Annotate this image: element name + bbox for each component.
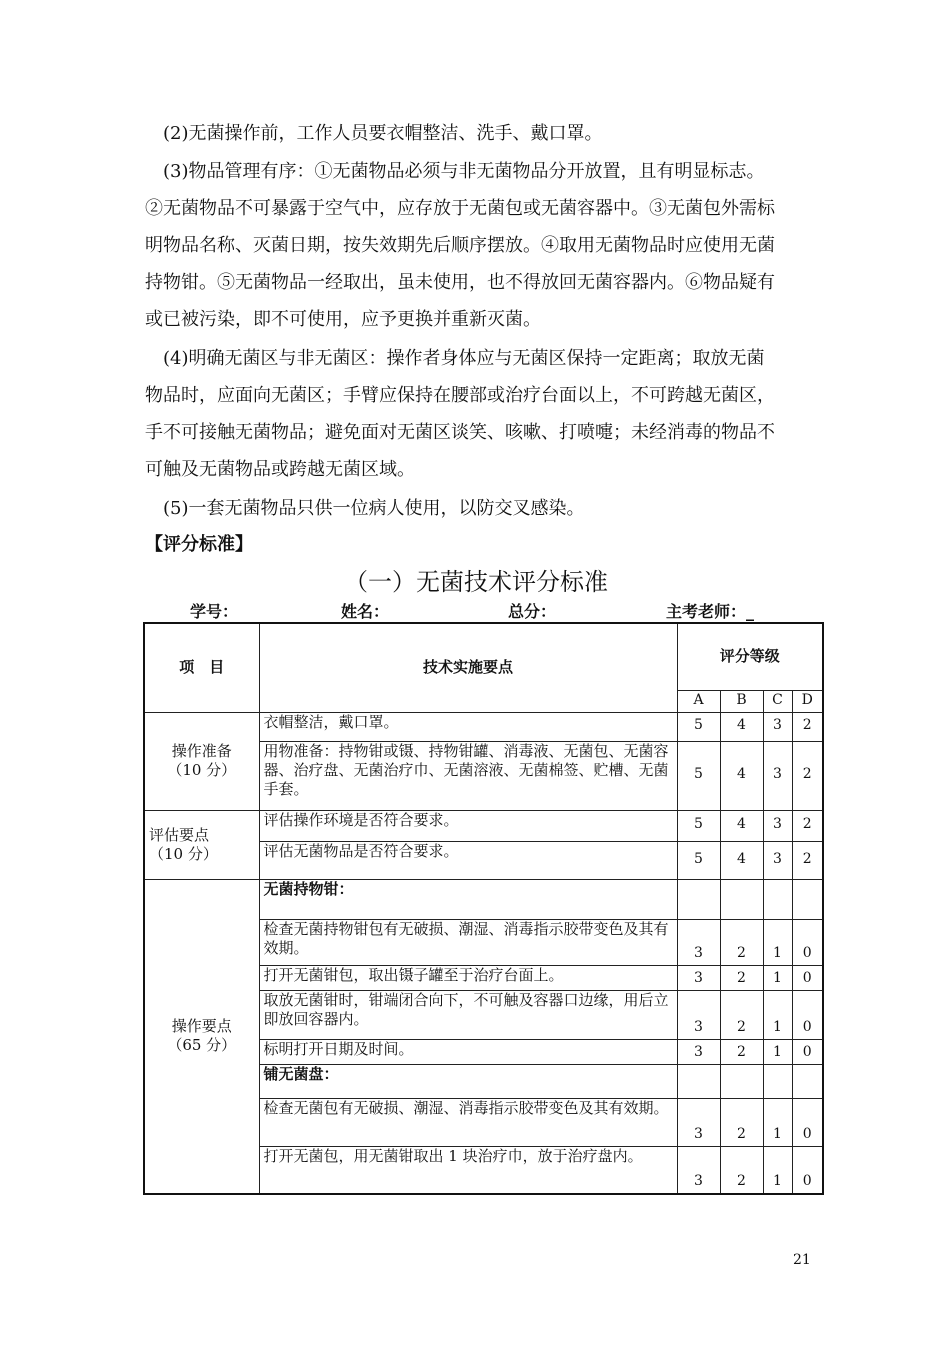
point-text: 打开无菌包，用无菌钳取出 1 块治疗巾，放于治疗盘内。 bbox=[259, 1146, 677, 1194]
point-text: 评估无菌物品是否符合要求。 bbox=[259, 841, 677, 879]
grade-d: D bbox=[792, 690, 823, 712]
score-a: 5 bbox=[677, 810, 720, 841]
score-b bbox=[720, 1064, 763, 1098]
score-b: 4 bbox=[720, 712, 763, 741]
score-a: 3 bbox=[677, 1098, 720, 1146]
info-row bbox=[0, 599, 952, 623]
score-b: 2 bbox=[720, 1039, 763, 1064]
point-text: 检查无菌包有无破损、潮湿、消毒指示胶带变色及其有效期。 bbox=[259, 1098, 677, 1146]
score-b: 4 bbox=[720, 741, 763, 810]
table-header-row bbox=[144, 623, 823, 690]
table-row bbox=[144, 810, 823, 841]
score-c: 3 bbox=[763, 712, 792, 741]
score-a: 3 bbox=[677, 919, 720, 965]
score-c: 1 bbox=[763, 1098, 792, 1146]
page-number: 21 bbox=[793, 1252, 811, 1268]
text-line: 手不可接触无菌物品；避免面对无菌区谈笑、咳嗽、打喷嚏；未经消毒的物品不 bbox=[145, 422, 775, 443]
text-line: (2)无菌操作前，工作人员要衣帽整洁、洗手、戴口罩。 bbox=[163, 123, 603, 144]
score-d: 2 bbox=[792, 810, 823, 841]
category-cell: 操作要点 （65 分） bbox=[144, 879, 259, 1194]
category-cell: 评估要点 （10 分） bbox=[144, 810, 259, 879]
grade-b: B bbox=[720, 690, 763, 712]
score-a: 3 bbox=[677, 1146, 720, 1194]
point-text: 衣帽整洁，戴口罩。 bbox=[259, 712, 677, 741]
category-cell: 操作准备 （10 分） bbox=[144, 712, 259, 810]
student-no-label: 学号： bbox=[190, 602, 239, 621]
score-c: 1 bbox=[763, 1039, 792, 1064]
score-b: 2 bbox=[720, 990, 763, 1039]
score-c: 1 bbox=[763, 965, 792, 990]
section-heading: 【评分标准】 bbox=[145, 534, 253, 555]
point-text: 标明打开日期及时间。 bbox=[259, 1039, 677, 1064]
score-b: 2 bbox=[720, 1146, 763, 1194]
text-line: 持物钳。⑤无菌物品一经取出，虽未使用，也不得放回无菌容器内。⑥物品疑有 bbox=[145, 272, 775, 293]
score-a: 5 bbox=[677, 741, 720, 810]
table-row bbox=[144, 712, 823, 741]
grade-c: C bbox=[763, 690, 792, 712]
score-d: 2 bbox=[792, 841, 823, 879]
score-d bbox=[792, 879, 823, 919]
score-a: 3 bbox=[677, 990, 720, 1039]
text-line: 或已被污染，即不可使用，应予更换并重新灭菌。 bbox=[145, 309, 541, 330]
score-d: 0 bbox=[792, 1098, 823, 1146]
examiner-label: 主考老师：_ bbox=[666, 602, 755, 621]
score-a: 3 bbox=[677, 965, 720, 990]
score-b bbox=[720, 879, 763, 919]
text-line: 物品时，应面向无菌区；手臂应保持在腰部或治疗台面以上，不可跨越无菌区， bbox=[145, 385, 775, 406]
header-item: 项 目 bbox=[144, 623, 259, 712]
score-d: 0 bbox=[792, 1039, 823, 1064]
paragraph-4 bbox=[145, 340, 811, 488]
header-points: 技术实施要点 bbox=[259, 623, 677, 712]
score-d: 0 bbox=[792, 965, 823, 990]
paragraph-3 bbox=[145, 153, 811, 338]
score-a: 5 bbox=[677, 712, 720, 741]
score-d: 2 bbox=[792, 712, 823, 741]
score-b: 2 bbox=[720, 1098, 763, 1146]
point-text: 用物准备：持物钳或镊、持物钳罐、消毒液、无菌包、无菌容器、治疗盘、无菌治疗巾、无菌溶液、无菌棉签、贮槽、无菌手套。 bbox=[259, 741, 677, 810]
header-grade: 评分等级 bbox=[677, 623, 823, 690]
score-b: 2 bbox=[720, 919, 763, 965]
text-line: 明物品名称、灭菌日期，按失效期先后顺序摆放。④取用无菌物品时应使用无菌 bbox=[145, 235, 775, 256]
score-a bbox=[677, 1064, 720, 1098]
score-d: 0 bbox=[792, 919, 823, 965]
score-c: 3 bbox=[763, 841, 792, 879]
subheading-tray: 铺无菌盘： bbox=[259, 1064, 677, 1098]
text-line: 可触及无菌物品或跨越无菌区域。 bbox=[145, 459, 415, 480]
total-label: 总分： bbox=[508, 602, 557, 621]
name-label: 姓名： bbox=[341, 602, 390, 621]
paragraph-2 bbox=[145, 115, 811, 152]
score-c: 1 bbox=[763, 919, 792, 965]
score-c: 1 bbox=[763, 990, 792, 1039]
text-line: (4)明确无菌区与非无菌区：操作者身体应与无菌区保持一定距离；取放无菌 bbox=[163, 348, 765, 369]
score-c: 3 bbox=[763, 810, 792, 841]
scoring-table bbox=[143, 622, 824, 1195]
text-line: (5)一套无菌物品只供一位病人使用，以防交叉感染。 bbox=[163, 498, 585, 519]
table-row bbox=[144, 879, 823, 919]
text-line: ②无菌物品不可暴露于空气中，应存放于无菌包或无菌容器中。③无菌包外需标 bbox=[145, 198, 775, 219]
score-c: 1 bbox=[763, 1146, 792, 1194]
score-a bbox=[677, 879, 720, 919]
score-a: 3 bbox=[677, 1039, 720, 1064]
table-title: （一）无菌技术评分标准 bbox=[344, 568, 608, 596]
score-a: 5 bbox=[677, 841, 720, 879]
point-text: 检查无菌持物钳包有无破损、潮湿、消毒指示胶带变色及其有效期。 bbox=[259, 919, 677, 965]
score-c bbox=[763, 879, 792, 919]
score-d: 0 bbox=[792, 990, 823, 1039]
point-text: 取放无菌钳时，钳端闭合向下，不可触及容器口边缘，用后立即放回容器内。 bbox=[259, 990, 677, 1039]
score-d bbox=[792, 1064, 823, 1098]
score-c: 3 bbox=[763, 741, 792, 810]
text-line: (3)物品管理有序：①无菌物品必须与非无菌物品分开放置，且有明显标志。 bbox=[163, 161, 765, 182]
subheading-forceps: 无菌持物钳： bbox=[259, 879, 677, 919]
point-text: 评估操作环境是否符合要求。 bbox=[259, 810, 677, 841]
score-d: 0 bbox=[792, 1146, 823, 1194]
score-c bbox=[763, 1064, 792, 1098]
paragraph-5 bbox=[145, 490, 811, 527]
score-b: 4 bbox=[720, 841, 763, 879]
score-b: 4 bbox=[720, 810, 763, 841]
score-b: 2 bbox=[720, 965, 763, 990]
score-d: 2 bbox=[792, 741, 823, 810]
point-text: 打开无菌钳包，取出镊子罐至于治疗台面上。 bbox=[259, 965, 677, 990]
grade-a: A bbox=[677, 690, 720, 712]
